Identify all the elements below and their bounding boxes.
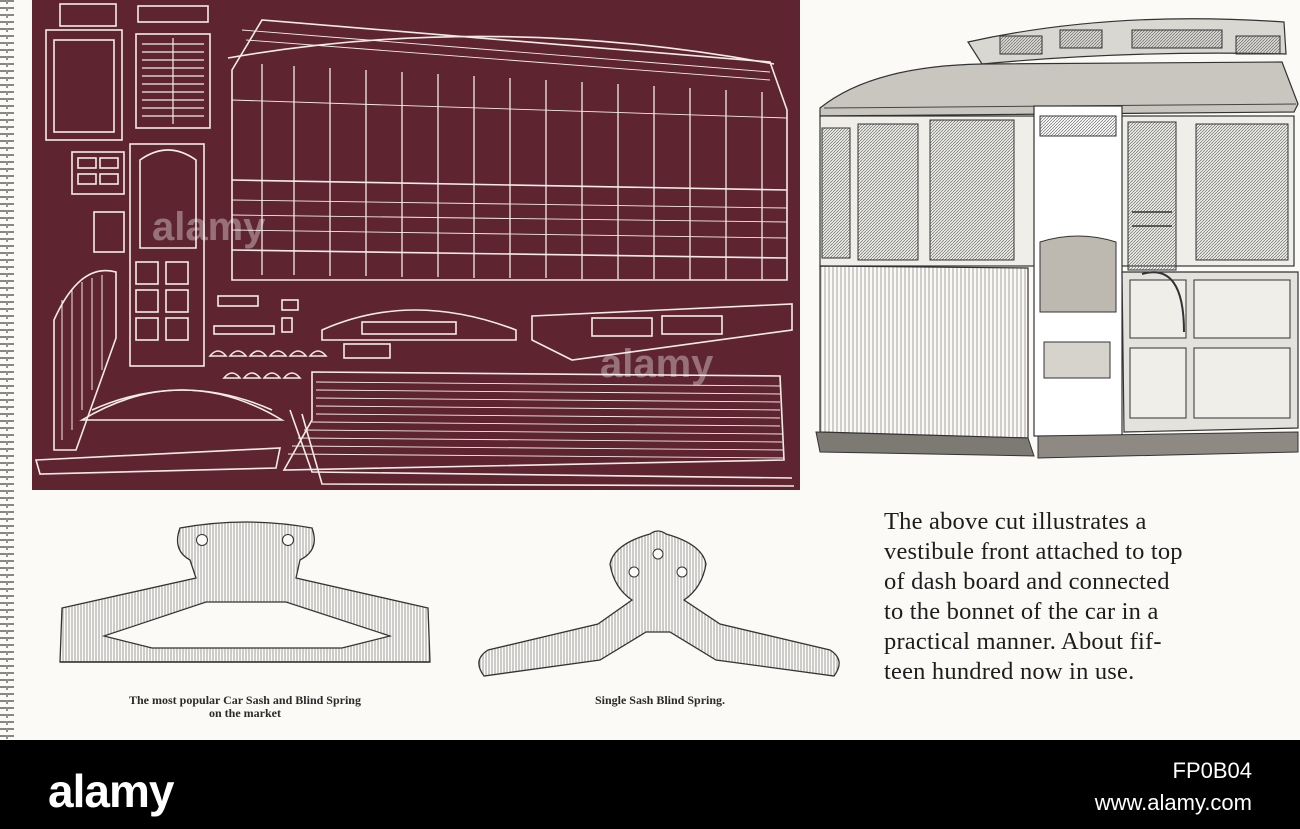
footer-meta	[1095, 758, 1252, 816]
description-line: practical manner. About fif-	[884, 628, 1162, 655]
description-line: vestibule front attached to top	[884, 538, 1183, 565]
sash-blind-spring-caption	[56, 694, 434, 720]
image-id: FP0B04	[1172, 758, 1252, 783]
sash-blind-spring-drawing	[56, 520, 434, 686]
description-line: teen hundred now in use.	[884, 658, 1135, 685]
alamy-logo: alamy	[48, 765, 174, 817]
vestibule-car-engraving	[812, 12, 1300, 468]
single-sash-blind-spring-drawing	[470, 528, 850, 688]
stock-footer	[0, 740, 1300, 829]
caption-line: The most popular Car Sash and Blind Spring	[129, 693, 361, 707]
description-line: of dash board and connected	[884, 568, 1170, 595]
caption-line: on the market	[209, 706, 281, 720]
watermark: alamy	[152, 205, 266, 249]
decorative-border	[0, 0, 14, 740]
watermark: alamy	[600, 342, 714, 386]
single-sash-blind-spring-figure	[470, 528, 850, 688]
sash-blind-spring-figure	[56, 520, 434, 686]
site-url: www.alamy.com	[1094, 790, 1252, 815]
car-parts-illustration	[32, 0, 800, 490]
single-sash-blind-spring-caption: Single Sash Blind Spring.	[594, 693, 726, 707]
description-line: The above cut illustrates a	[884, 508, 1147, 535]
car-parts-line-art	[32, 0, 800, 490]
vestibule-car-illustration	[812, 12, 1300, 468]
vestibule-description	[884, 507, 1284, 687]
description-line: to the bonnet of the car in a	[884, 598, 1159, 625]
